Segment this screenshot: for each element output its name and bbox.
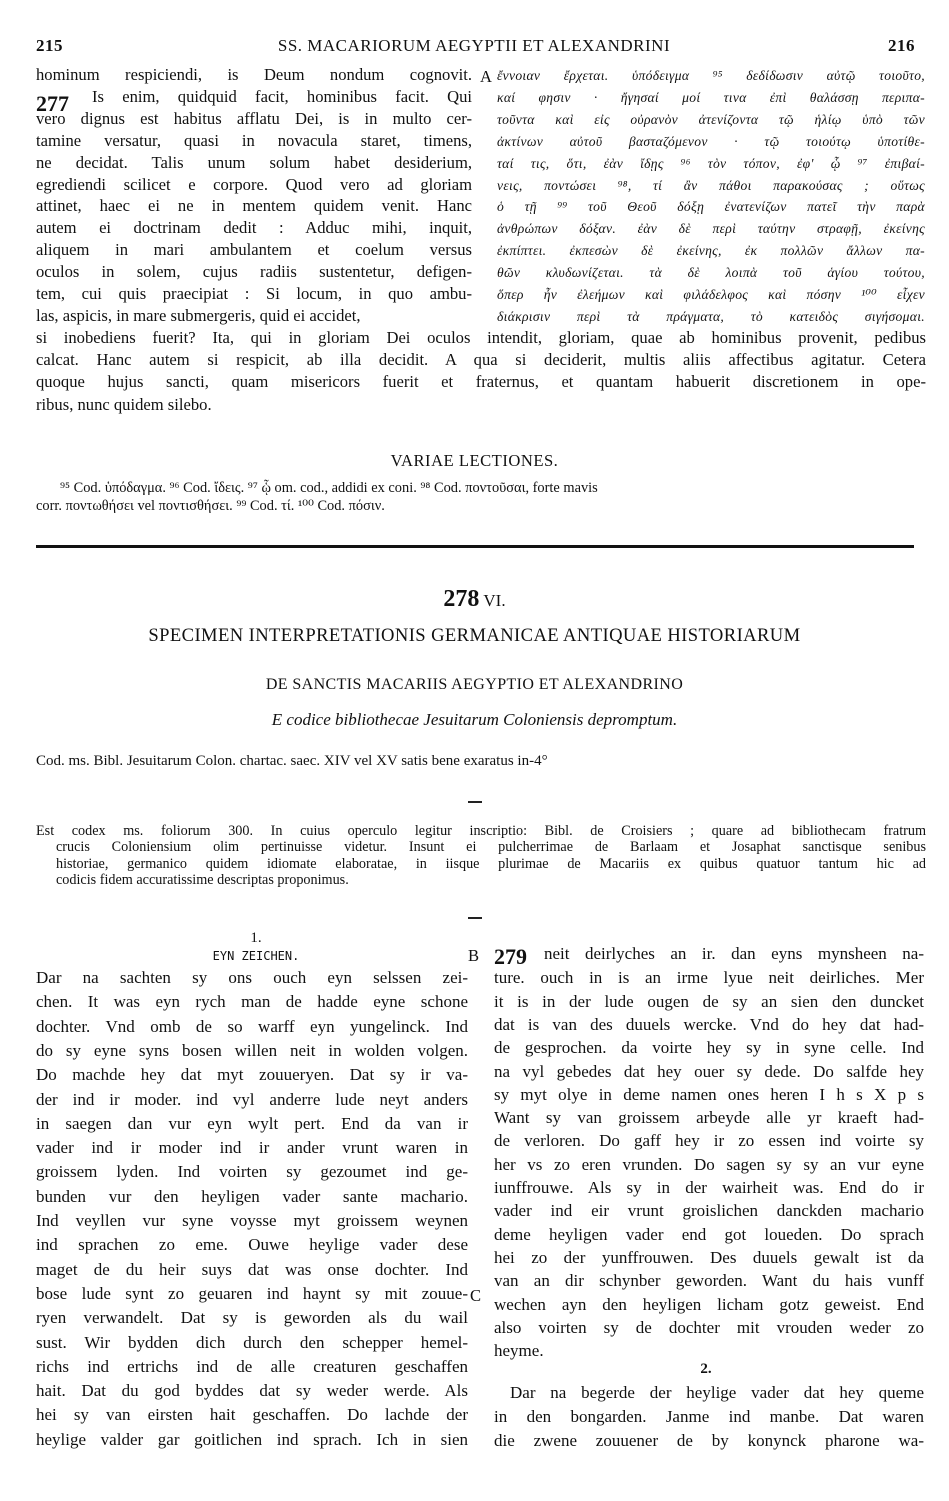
- running-title: SS. MACARIORUM AEGYPTII ET ALEXANDRINI: [277, 36, 671, 55]
- variant-note: corr. ποντωθήσει vel ποντισθήσει. ⁹⁹ Cod. τί. ¹⁰⁰ Cod. πόσιν.: [36, 498, 385, 514]
- text-line: hait. Dat du god byddes dat sy weder werde. Als: [36, 1381, 468, 1401]
- paragraph-line: si inobediens fuerit? Ita, qui in gloriam Dei oculos intendit, gloriam, quae ab hominibus provenit, pedibus: [36, 328, 926, 347]
- text-line: dochter. Vnd omb de so warff eyn yungelinck. Ind: [36, 1016, 468, 1036]
- text-line: hei zo der yunffrouwen. Des duuels gewalt ist da: [494, 1247, 924, 1267]
- text-line: also voirten sy de dochter mit vrouden weder zo: [494, 1317, 924, 1337]
- greek-line: ἔννοιαν ἔρχεται. ὑπόδειγμα ⁹⁵ δεδίδωσιν αὐτῷ τοιοῦτο,: [497, 68, 925, 83]
- chapter-number-2: 2.: [700, 1361, 712, 1377]
- latin-line: vero dignus est habitus afflatu Dei, is in multo cer-: [36, 108, 472, 128]
- text-line: die zwene zouuener de by konynck pharone wa-: [494, 1431, 924, 1450]
- latin-line: egrediendi scilicet e corpore. Quod vero ad gloriam: [36, 174, 472, 194]
- text-line: Dar na sachten sy ons ouch eyn selssen zei-: [36, 968, 468, 987]
- margin-marker-B: B: [468, 946, 480, 965]
- text-line: in saegen dan vur eyn wylt pert. End da van ir: [36, 1113, 468, 1133]
- latin-line: tamine versatur, quasi in novacula staret, timens,: [36, 130, 472, 150]
- text-line: do sy eyne syns bosen willen neit in wolden volgen.: [36, 1040, 468, 1060]
- latin-line: Is enim, quidquid facit, hominibus facit. Qui: [92, 86, 472, 106]
- text-line: ind sprachen zo eme. Ouwe heylige vader dese: [36, 1235, 468, 1255]
- greek-line: θῶν κλυδωνίζεται. τὰ δὲ λοιπὰ τοῦ ἁγίου τούτου,: [497, 265, 925, 281]
- text-line: dat is van des duuels wercke. Vnd do hey dat had-: [494, 1014, 924, 1034]
- latin-line: las, aspicis, in mare submergeris, quid ei accidet,: [36, 305, 361, 325]
- latin-line: aliquem in mari ambulantem et coelum versus: [36, 240, 472, 260]
- text-line: heyme.: [494, 1341, 544, 1361]
- text-line: groissem lyden. Ind voirten sy gezoumet ind ge-: [36, 1162, 468, 1182]
- text-line: sust. Wir bydden dich durch den schepper hemel-: [36, 1332, 468, 1352]
- text-line: ryen verwandelt. Dat sy is geworden als du wail: [36, 1308, 468, 1328]
- text-line: Do machde hey dat myt zouueryen. Dat sy ir va-: [36, 1065, 468, 1085]
- paragraph-line: ribus, nunc quidem silebo.: [36, 394, 212, 414]
- chapter-number: 1.: [250, 930, 262, 946]
- note-line: Est codex ms. foliorum 300. In cuius operculo legitur inscriptio: Bibl. de Croisiers ; quare ad bibliothecam fratrum: [36, 823, 926, 839]
- text-line: hei sy van eirsten hait geschaffen. Do lachde der: [36, 1405, 468, 1425]
- greek-line: τοῦντα καὶ εἰς οὐρανὸν ἀτενίζοντα τῷ ἡλίῳ ὑπὸ τῶν: [497, 111, 925, 127]
- greek-line: ἐκπίπτει. ἐκπεσὼν δὲ ἐκείνης, ἐκ πολλῶν ἄλλων πα-: [497, 243, 925, 259]
- separator-dash: [468, 917, 482, 919]
- section-source: E codice bibliothecae Jesuitarum Coloniensis depromptum.: [271, 710, 678, 729]
- text-line: iunffrouwe. Als sy in der wairheit was. End do ir: [494, 1178, 924, 1197]
- variae-lectiones-heading: VARIAE LECTIONES.: [390, 451, 559, 470]
- note-line: historiae, germanico quidem idiomate elaboratae, in iisque plurimae de Macariis ex quibus quatuor tantum hic ad: [56, 855, 926, 872]
- section-divider: [36, 545, 914, 548]
- text-line: chen. It was eyn rych man de hadde eyne schone: [36, 992, 468, 1012]
- text-line: it is in der lude ougen de sy an sien den duncket: [494, 991, 924, 1011]
- greek-line: καί φησιν · ἤγησαί μοί τινα ἐπὶ θαλάσσῃ περιπα-: [497, 89, 925, 105]
- latin-line: ne decidat. Talis unum solum habet desiderium,: [36, 152, 472, 172]
- text-line: sy myt olye in deme namen ones heren I h s X p s: [494, 1084, 924, 1104]
- text-line: vader ind eir vrunt groislichen danckden machario: [494, 1201, 924, 1221]
- paragraph-line: quoque hujus sancti, quam misericors fuerit et fraternus, et quantam habuerit discretionem in ope-: [36, 372, 926, 392]
- section-roman: VI.: [483, 591, 506, 610]
- text-line: deme heyligen vader end got loueden. Do sprach: [494, 1224, 924, 1244]
- margin-marker-A: A: [480, 67, 492, 86]
- text-line: wechen ayn den heyligen licham gotz geweist. End: [494, 1294, 924, 1314]
- latin-line: hominum respiciendi, is Deum nondum cognovit.: [36, 65, 472, 84]
- margin-marker-277: 277: [36, 91, 69, 116]
- greek-line: νεις, ποντώσει ⁹⁸, τί ἂν πάθοι παρακούσας ; οὕτως: [497, 177, 925, 193]
- greek-line: ὁ τῇ ⁹⁹ τοῦ Θεοῦ δόξῃ ἐνατενίζων πατεῖ τὴν παρὰ: [497, 199, 925, 215]
- text-line: Want sy van groissem arbeyde alle yr kraeft had-: [494, 1108, 924, 1128]
- text-line: heylige valder gar goitlichen ind sprach. Ich in sien: [36, 1429, 468, 1449]
- greek-line: ἀκτίνων αὐτοῦ βασταζόμενον · τῷ τοιούτῳ ὑποτίθε-: [497, 133, 925, 149]
- chapter-heading: EYN ZEICHEN.: [212, 949, 300, 963]
- note-line: crucis Coloniensium olim pertinuisse videtur. Insunt ei pulcherrimae de Barlaam et Josaphat sanctisque senibus: [56, 839, 926, 856]
- text-line: Dar na begerde der heylige vader dat hey queme: [510, 1383, 924, 1402]
- text-line: vader ind ir moder ind ir ander vrunt waren in: [36, 1138, 468, 1158]
- text-line: bunden vur den heyligen vader sante machario.: [36, 1186, 468, 1206]
- text-line: na vyl gebedes dat hey ouer sy dede. Do salfde hey: [494, 1061, 924, 1081]
- text-line: maget de du heir suys dat was onse dochter. Ind: [36, 1259, 468, 1279]
- separator-dash: [468, 801, 482, 803]
- text-line: richs ind ertrichs ind de alle creaturen geschaffen: [36, 1356, 468, 1376]
- page-number-left: 215: [36, 36, 63, 55]
- text-line: de verloren. Do gaff hey ir zo essen ind voirte sy: [494, 1131, 924, 1151]
- text-line: van an dir schynber geworden. Want du hais vunff: [494, 1271, 924, 1291]
- greek-line: ἀνθρώπων δόξαν. ἐὰν δὲ περὶ ταύτην στραφῇ, ἐκείνης: [497, 221, 925, 237]
- text-line: der ind ir moder. ind vyl anderre lude neyt anders: [36, 1089, 468, 1109]
- latin-line: attinet, haec ei ne in mentem quidem venit. Hanc: [36, 196, 472, 216]
- greek-line: ὅπερ ἦν ἐλεήμων καὶ φιλάδελφος καὶ πόσην ¹⁰⁰ εἶχεν: [497, 287, 925, 302]
- text-line: neit deirlyches an ir. dan eyns mynsheen na-: [544, 944, 924, 963]
- latin-line: oculos in solem, cujus radiis sustentetur, defigen-: [36, 262, 472, 282]
- text-line: in den bongarden. Janme ind manbe. Dat waren: [494, 1407, 924, 1426]
- text-line: ture. ouch in is an irme lyue neit deirliches. Mer: [494, 968, 924, 988]
- paragraph-line: calcat. Hanc autem si respicit, ab illa decidit. A qua si deciderit, multis aliis affectibus agitatur. Cetera: [36, 350, 926, 370]
- text-line: bose lude synt zo geuaren ind haynt sy mit zouue-: [36, 1283, 468, 1303]
- note-line: codicis fidem accuratissime descriptas proponimus.: [56, 871, 349, 888]
- section-title: SPECIMEN INTERPRETATIONIS GERMANICAE ANTIQUAE HISTORIARUM: [148, 625, 801, 646]
- latin-line: tem, cui quis praecipiat : Si locum, in quo ambu-: [36, 284, 472, 303]
- section-number: [0, 586, 949, 613]
- section-subtitle: DE SANCTIS MACARIIS AEGYPTIO ET ALEXANDRINO: [265, 676, 684, 693]
- page-number-right: 216: [888, 36, 915, 55]
- latin-line: autem ei doctrinam dedit : Adduc mihi, inquit,: [36, 218, 472, 238]
- text-line: her vs zo eren vrunden. Do sagen sy sy an vur eyne: [494, 1154, 924, 1174]
- greek-line: ταί τις, ὅτι, ἐὰν ἴδῃς ⁹⁶ τὸν τόπον, ἐφ' ᾧ ⁹⁷ ἐπιβαί-: [497, 155, 925, 171]
- margin-marker-279: 279: [494, 944, 527, 969]
- variant-note: ⁹⁵ Cod. ὑπόδαγμα. ⁹⁶ Cod. ἴδεις. ⁹⁷ ᾧ om. cod., addidi ex coni. ⁹⁸ Cod. ποντοῦσαι, forte mavis: [60, 480, 598, 496]
- text-line: de gesprochen. da voirte hey sy in syne celle. Ind: [494, 1038, 924, 1058]
- greek-line: διάκρισιν περὶ τὰ πράγματα, τὸ κατειδὸς σιγήσομαι.: [497, 308, 925, 324]
- margin-marker-C: C: [470, 1286, 482, 1305]
- text-line: Ind veyllen vur syne voysse myt groissem weynen: [36, 1211, 468, 1230]
- codex-description: Cod. ms. Bibl. Jesuitarum Colon. chartac. saec. XIV vel XV satis bene exaratus in-4°: [36, 753, 548, 769]
- section-number-value: 278: [443, 586, 480, 612]
